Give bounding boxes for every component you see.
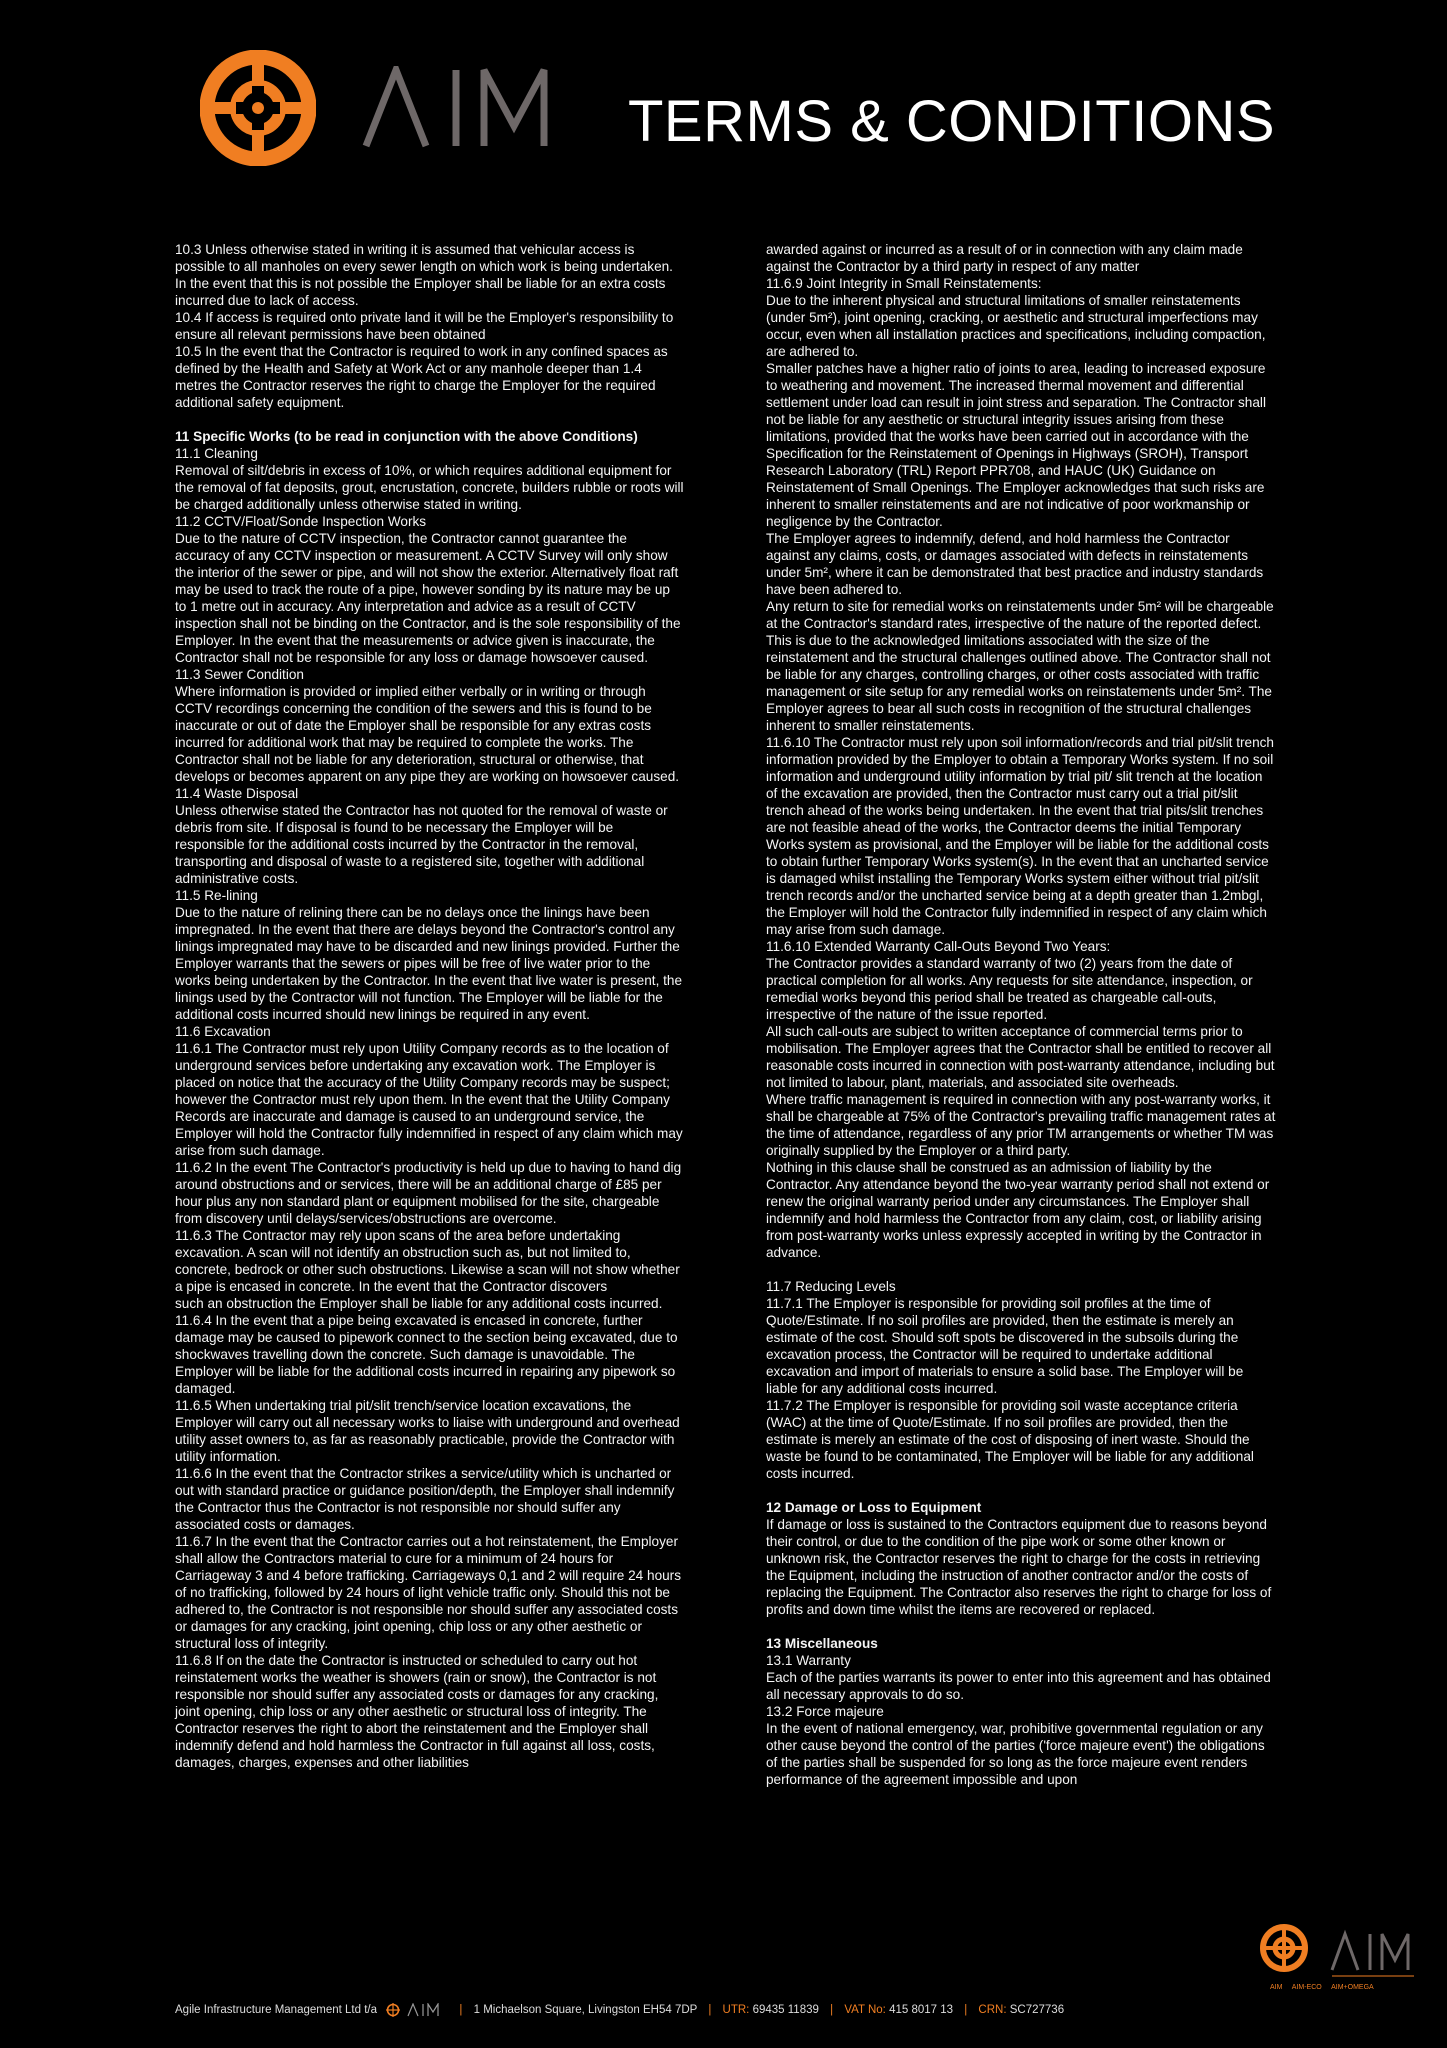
footer-crn-value: SC727736 <box>1009 2004 1065 2017</box>
footer-address: 1 Michaelson Square, Livingston EH54 7DP <box>473 2004 698 2017</box>
paragraph: 11.6.6 In the event that the Contractor strikes a service/utility which is uncharted or out with standard practice or guidance position/depth, the Employer shall indemnify the Contractor thus the Contractor is not responsible nor should suffer any associated costs or damages. <box>175 1466 675 1532</box>
footer-utr-label: UTR: <box>722 2004 750 2017</box>
spacer <box>766 1261 1276 1278</box>
subsection-heading: 11.1 Cleaning <box>175 446 258 461</box>
paragraph: 11.6.10 The Contractor must rely upon soil information/records and trial pit/slit trench information provided by the Employer to obtain a Temporary Works system. If no soil information and underground utility information by trial pit/ slit trench at the location of the excavation are provided, then the Contractor must carry out a trial pit/slit trench ahead of the works being undertaken. In the event that trial pits/slit trenches are not feasible ahead of the works, the Contractor deems the initial Temporary Works system as provisional, and the Employer will be liable for the additional costs to obtain further Temporary Works system(s). In the event that an uncharted service is damaged whilst installing the Temporary Works system either without trial pit/slit trench records and/or the uncharted service being at a depth greater than 1.2mbgl, the Employer will hold the Contractor fully indemnified in respect of any claim which may arise from such damage. <box>766 735 1274 937</box>
paragraph: Due to the inherent physical and structural limitations of smaller reinstatements (under 5m²), joint opening, cracking, or aesthetic and structural imperfections may occur, even when all installation practices and specifications, including compaction, are adhered to. <box>766 293 1266 359</box>
footer-sub-brands: AIM AIM-ECO AIM+OMEGA <box>1270 1984 1374 1991</box>
paragraph: 11.6.1 The Contractor must rely upon Utility Company records as to the location of underground services before undertaking any excavation work. The Employer is placed on notice that the accuracy of the Utility Company records may be suspect; however the Contractor must rely upon them. In the event that the Utility Company Records are inaccurate and damage is caused to an underground service, the Employer will hold the Contractor fully indemnified in respect of any claim which may arise from such damage. <box>175 1041 683 1158</box>
subsection-heading: 13.1 Warranty <box>766 1653 851 1668</box>
paragraph: Nothing in this clause shall be construed as an admission of liability by the Contractor. Any attendance beyond the two-year warranty period shall not extend or renew the original warranty period under any circumstances. The Employer shall indemnify and hold harmless the Contractor from any claim, cost, or liability arising from post-warranty works unless expressly accepted in writing by the Contractor in advance. <box>766 1160 1270 1260</box>
paragraph: Removal of silt/debris in excess of 10%, or which requires additional equipment for the removal of fat deposits, grout, encrustation, concrete, builders rubble or roots will be charged additionally unless otherwise stated in writing. <box>175 463 684 512</box>
page-header <box>0 0 1447 200</box>
paragraph: In the event of national emergency, war, prohibitive governmental regulation or any other cause beyond the control of the parties ('force majeure event') the obligations of the parties shall be suspended for so long as the force majeure event renders performance of the agreement impossible and upon <box>766 1721 1265 1787</box>
subsection-heading: 11.6 Excavation <box>175 1024 271 1039</box>
paragraph: 10.5 In the event that the Contractor is required to work in any confined spaces as defined by the Health and Safety at Work Act or any manhole deeper than 1.4 metres the Contractor reserves the right to charge the Employer for the required additional safety equipment. <box>175 344 668 410</box>
paragraph: 11.6.5 When undertaking trial pit/slit trench/service location excavations, the Employer will carry out all necessary works to liaise with underground and overhead utility asset owners to, as far as reasonably practicable, provide the Contractor with utility information. <box>175 1398 680 1464</box>
paragraph: 11.6.4 In the event that a pipe being excavated is encased in concrete, further damage may be caused to pipework connect to the section being excavated, due to shockwaves travelling down the concrete. Such damage is unavoidable. The Employer will be liable for the additional costs incurred in repairing any pipework so damaged. <box>175 1313 678 1396</box>
spacer <box>175 411 685 428</box>
paragraph: 10.3 Unless otherwise stated in writing it is assumed that vehicular access is possible to all manholes on every sewer length on which work is being undertaken. In the event that this is not possible the Employer shall be liable for an extra costs incurred due to lack of access. <box>175 242 673 308</box>
paragraph: Due to the nature of relining there can be no delays once the linings have been impregnated. In the event that there are delays beyond the Contractor's control any linings impregnated may have to be discarded and new linings provided. Further the Employer warrants that the sewers or pipes will be free of live water prior to the works being undertaken by the Contractor. In the event that live water is present, the linings used by the Contractor will not function. The Employer will be liable for the additional costs incurred should new linings be required in any event. <box>175 905 683 1022</box>
paragraph: The Employer agrees to indemnify, defend, and hold harmless the Contractor against any claims, costs, or damages associated with defects in reinstatements under 5m², where it can be demonstrated that best practice and industry standards have been adhered to. <box>766 531 1264 597</box>
paragraph: The Contractor provides a standard warranty of two (2) years from the date of practical completion for all works. Any requests for site attendance, inspection, or remedial works beyond this period shall be treated as chargeable call-outs, irrespective of the nature of the issue reported. <box>766 956 1253 1022</box>
page-title: TERMS & CONDITIONS <box>628 89 1276 154</box>
footer-crn-label: CRN: <box>978 2004 1007 2017</box>
section-heading: 12 Damage or Loss to Equipment <box>766 1500 982 1515</box>
section-heading: 13 Miscellaneous <box>766 1636 878 1651</box>
footer-vat-label: VAT No: <box>844 2004 886 2017</box>
paragraph: 11.6.3 The Contractor may rely upon scans of the area before undertaking excavation. A scan will not identify an obstruction such as, but not limited to, concrete, bedrock or other such obstructions. Likewise a scan will not show whether a pipe is encased in concrete. In the event that the Contractor discovers <box>175 1228 680 1294</box>
subsection-heading: 11.7 Reducing Levels <box>766 1279 896 1294</box>
subsection-heading: 11.5 Re-lining <box>175 888 258 903</box>
paragraph: Where traffic management is required in connection with any post-warranty works, it shall be chargeable at 75% of the Contractor's prevailing traffic management rates at the time of attendance, regardless of any prior TM arrangements or whether TM was originally supplied by the Employer or a third party. <box>766 1092 1276 1158</box>
subsection-heading: 11.4 Waste Disposal <box>175 786 299 801</box>
footer-mini-aim-logo-icon <box>386 2003 442 2017</box>
paragraph: Smaller patches have a higher ratio of joints to area, leading to increased exposure to weathering and movement. The increased thermal movement and differential settlement under load can result in joint stress and separation. The Contractor shall not be liable for any aesthetic or structural integrity issues arising from these limitations, provided that the works have been carried out in accordance with the Specification for the Reinstatement of Openings in Highways (SROH), Transport Research Laboratory (TRL) Report PPR708, and HAUC (UK) Guidance on Reinstatement of Small Openings. The Employer acknowledges that such risks are inherent to smaller reinstatements and are not indicative of poor workmanship or negligence by the Contractor. <box>766 361 1266 529</box>
paragraph: 11.6.8 If on the date the Contractor is instructed or scheduled to carry out hot reinstatement works the weather is showers (rain or snow), the Contractor is not responsible nor should suffer any associated costs or damages for any cracking, joint opening, chip loss or any other aesthetic or structural loss of integrity. The Contractor reserves the right to abort the reinstatement and the Employer shall indemnify defend and hold harmless the Contractor in full against all loss, costs, damages, charges, expenses and other liabilities <box>175 1653 659 1770</box>
spacer <box>766 1618 1276 1635</box>
footer-utr-value: 69435 11839 <box>752 2004 819 2017</box>
left-column <box>175 241 685 1771</box>
subsection-heading: 11.6.9 Joint Integrity in Small Reinstatements: <box>766 276 1042 291</box>
paragraph: 11.7.1 The Employer is responsible for providing soil profiles at the time of Quote/Estimate. If no soil profiles are provided, then the estimate is merely an estimate of the cost. Should soft spots be discovered in the subsoils during the excavation process, the Contractor will be required to undertake additional excavation and import of materials to ensure a solid base. The Employer will be liable for any additional costs incurred. <box>766 1296 1244 1396</box>
paragraph: 10.4 If access is required onto private land it will be the Employer's responsibility to ensure all relevant permissions have been obtained <box>175 310 674 342</box>
paragraph: Unless otherwise stated the Contractor has not quoted for the removal of waste or debris from site. If disposal is found to be necessary the Employer will be responsible for the additional costs incurred by the Contractor in the removal, transporting and disposal of waste to a registered site, together with additional administrative costs. <box>175 803 668 886</box>
subsection-heading: 13.2 Force majeure <box>766 1704 884 1719</box>
paragraph: Each of the parties warrants its power to enter into this agreement and has obtained all necessary approvals to do so. <box>766 1670 1271 1702</box>
section-heading: 11 Specific Works (to be read in conjunction with the above Conditions) <box>175 429 638 444</box>
paragraph: such an obstruction the Employer shall be liable for any additional costs incurred. <box>175 1296 663 1311</box>
paragraph: Due to the nature of CCTV inspection, the Contractor cannot guarantee the accuracy of any CCTV inspection or measurement. A CCTV Survey will only show the interior of the sewer or pipe, and will not show the exterior. Alternatively float raft may be used to track the route of a pipe, however sonding by its nature may be up to 1 metre out in accuracy. Any interpretation and advice as a result of CCTV inspection shall not be binding on the Contractor, and is the sole responsibility of the Employer. In the event that the measurements or advice given is inaccurate, the Contractor shall not be responsible for any loss or damage howsoever caused. <box>175 531 681 665</box>
paragraph: If damage or loss is sustained to the Contractors equipment due to reasons beyond their control, or due to the condition of the pipe work or some other known or unknown risk, the Contractor reserves the right to charge for the costs in retrieving the Equipment, including the instruction of another contractor and/or the costs of replacing the Equipment. The Contractor also reserves the right to charge for loss of profits and down time whilst the items are recovered or replaced. <box>766 1517 1272 1617</box>
paragraph: 11.7.2 The Employer is responsible for providing soil waste acceptance criteria (WAC) at the time of Quote/Estimate. If no soil profiles are provided, then the estimate is merely an estimate of the cost of disposing of inert waste. Should the waste be found to be contaminated, The Employer will be liable for any additional costs incurred. <box>766 1398 1254 1481</box>
paragraph: Any return to site for remedial works on reinstatements under 5m² will be chargeable at the Contractor's standard rates, irrespective of the nature of the reported defect. This is due to the acknowledged limitations associated with the size of the reinstatement and the structural challenges outlined above. The Contractor shall not be liable for any charges, controlling charges, or other costs associated with traffic management or site setup for any remedial works on reinstatements under 5m². The Employer agrees to bear all such costs in recognition of the structural challenges inherent to smaller reinstatements. <box>766 599 1274 733</box>
subsection-heading: 11.6.10 Extended Warranty Call-Outs Beyond Two Years: <box>766 939 1111 954</box>
aim-wordmark-logo <box>362 66 552 148</box>
right-column <box>766 241 1276 1788</box>
aim-crosshair-logo-icon <box>200 50 316 166</box>
paragraph: awarded against or incurred as a result of or in connection with any claim made against the Contractor by a third party in respect of any matter <box>766 242 1243 274</box>
paragraph: 11.6.7 In the event that the Contractor carries out a hot reinstatement, the Employer shall allow the Contractors material to cure for a minimum of 24 hours for Carriageway 3 and 4 before trafficking. Carriageways 0,1 and 2 will require 24 hours of no trafficking, followed by 24 hours of light vehicle traffic only. Should this not be adhered to, the Contractor is not responsible nor should suffer any associated costs or damages for any cracking, joint opening, chip loss or any other aesthetic or structural loss of integrity. <box>175 1534 682 1651</box>
subsection-heading: 11.3 Sewer Condition <box>175 667 304 682</box>
subsection-heading: 11.2 CCTV/Float/Sonde Inspection Works <box>175 514 427 529</box>
footer-bar: Agile Infrastructure Management Ltd t/a | 1 Michaelson Square, Livingston EH54 7DP | UTR: 69435 11839 | VAT No: 415 8017 13 | CRN: SC727736 <box>175 2004 1065 2017</box>
footer-vat-value: 415 8017 13 <box>889 2004 954 2017</box>
spacer <box>766 1482 1276 1499</box>
paragraph: 11.6.2 In the event The Contractor's productivity is held up due to having to hand dig around obstructions and or services, there will be an additional charge of £85 per hour plus any non standard plant or equipment mobilised for the site, chargeable from discovery until delays/services/obstructions are overcome. <box>175 1160 682 1226</box>
paragraph: All such call-outs are subject to written acceptance of commercial terms prior to mobilisation. The Employer agrees that the Contractor shall be entitled to recover all reasonable costs incurred in connection with post-warranty attendance, including but not limited to labour, plant, materials, and associated site overheads. <box>766 1024 1275 1090</box>
footer-company: Agile Infrastructure Management Ltd t/a <box>175 2004 377 2017</box>
paragraph: Where information is provided or implied either verbally or in writing or through CCTV recordings concerning the condition of the sewers and this is found to be inaccurate or out of date the Employer shall be responsible for any extras costs incurred for additional work that may be required to complete the works. The Contractor shall not be liable for any deterioration, structural or otherwise, that develops or becomes apparent on any pipe they are working on howsoever caused. <box>175 684 680 784</box>
